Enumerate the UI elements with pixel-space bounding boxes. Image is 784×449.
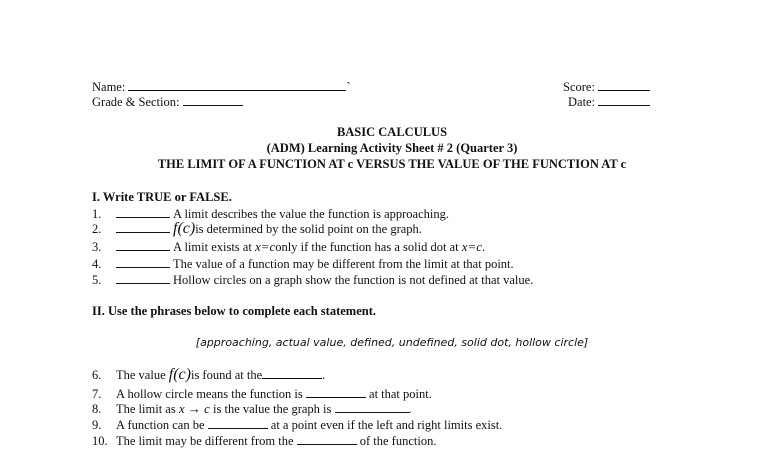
date-blank[interactable]	[598, 94, 650, 106]
item-text: .	[482, 240, 486, 254]
part2-heading: II. Use the phrases below to complete each statement.	[92, 304, 376, 318]
list-item	[92, 417, 502, 433]
item-number: 10.	[92, 434, 108, 448]
phrase-bank: [approaching, actual value, defined, undefined, solid dot, hollow circle]	[195, 336, 589, 349]
fill-blank[interactable]	[335, 401, 409, 413]
math-expression: x=c	[461, 239, 483, 254]
answer-blank[interactable]	[116, 256, 170, 268]
part1-heading: I. Write TRUE or FALSE.	[92, 190, 232, 204]
item-text: The value of a function may be different from the limit at that point.	[173, 257, 514, 271]
answer-blank[interactable]	[116, 272, 170, 284]
item-text: is found at the	[190, 368, 263, 382]
item-number: 2.	[92, 222, 102, 236]
answer-blank[interactable]	[116, 221, 170, 233]
grade-label: Grade & Section:	[92, 95, 180, 109]
math-expression: x → c	[178, 401, 210, 416]
grade-section-field	[92, 94, 243, 110]
list-item	[92, 256, 514, 272]
math-expression: f(c)	[173, 220, 196, 237]
item-text: The limit may be different from the	[116, 434, 294, 448]
item-text: The value	[116, 368, 169, 382]
item-text: A limit exists at	[173, 240, 255, 254]
fill-blank[interactable]	[262, 367, 322, 379]
math-expression: x=c	[254, 239, 276, 254]
list-item	[92, 206, 449, 222]
item-text: only if the function has a solid dot at	[275, 240, 462, 254]
item-number: 6.	[92, 368, 102, 382]
date-label: Date:	[568, 95, 596, 109]
item-text: A function can be	[116, 418, 205, 432]
list-item	[92, 433, 436, 449]
item-number: 1.	[92, 207, 102, 221]
item-number: 3.	[92, 240, 102, 254]
list-item	[92, 401, 412, 417]
grade-blank[interactable]	[183, 94, 243, 106]
score-field	[563, 79, 650, 95]
sheet-title: (ADM) Learning Activity Sheet # 2 (Quarter 3)	[266, 141, 518, 155]
item-text: of the function.	[359, 434, 437, 448]
item-text: The limit as	[116, 402, 179, 416]
item-number: 5.	[92, 273, 102, 287]
item-text: at a point even if the left and right limits exist.	[270, 418, 503, 432]
list-item	[92, 386, 432, 402]
score-blank[interactable]	[598, 79, 650, 91]
item-text: is the value the graph is	[213, 402, 332, 416]
item-text: is determined by the solid point on the graph.	[195, 222, 422, 236]
list-item	[92, 239, 485, 255]
item-text: A limit describes the value the function is approaching.	[173, 207, 449, 221]
fill-blank[interactable]	[306, 386, 366, 398]
topic-title: THE LIMIT OF A FUNCTION AT c VERSUS THE VALUE OF THE FUNCTION AT c	[157, 157, 627, 171]
item-text: .	[408, 402, 412, 416]
item-number: 4.	[92, 257, 102, 271]
fill-blank[interactable]	[297, 433, 357, 445]
item-number: 8.	[92, 402, 102, 416]
item-text: A hollow circle means the function is	[116, 387, 303, 401]
name-blank[interactable]	[128, 79, 346, 91]
list-item	[92, 367, 325, 383]
date-field	[568, 94, 650, 110]
item-number: 9.	[92, 418, 102, 432]
name-label: Name:	[92, 80, 126, 94]
answer-blank[interactable]	[116, 239, 170, 251]
list-item	[92, 221, 422, 237]
answer-blank[interactable]	[116, 206, 170, 218]
list-item	[92, 272, 533, 288]
fill-blank[interactable]	[208, 417, 268, 429]
course-title: BASIC CALCULUS	[336, 125, 448, 139]
tick-mark: `	[346, 80, 351, 94]
item-text: Hollow circles on a graph show the function is not defined at that value.	[173, 273, 534, 287]
item-text: .	[322, 368, 326, 382]
item-number: 7.	[92, 387, 102, 401]
math-expression: f(c)	[168, 366, 191, 383]
name-field	[92, 79, 351, 95]
item-text: at that point.	[369, 387, 432, 401]
score-label: Score:	[563, 80, 595, 94]
